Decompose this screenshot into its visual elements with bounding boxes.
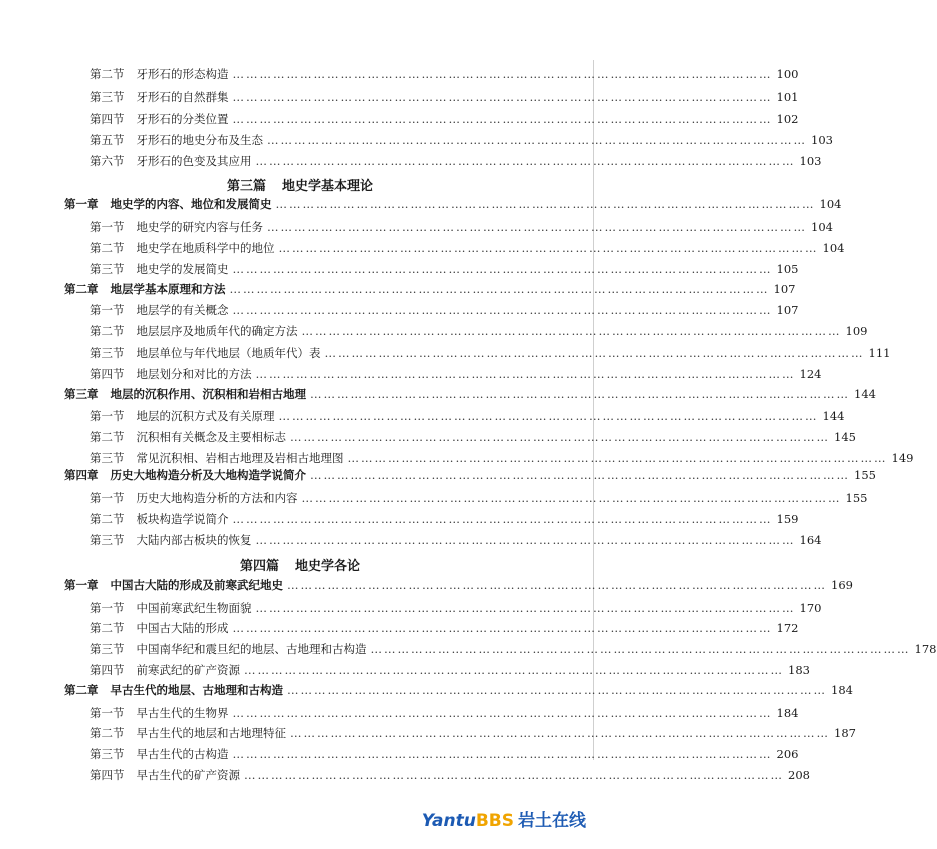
toc-entry-number: 第二节 [90,430,125,444]
toc-entry-title: 牙形石的自然群集 [136,90,229,104]
toc-page-number: 104 [822,241,845,255]
toc-entry-number: 第二节 [90,241,125,255]
toc-section-row[interactable] [90,261,799,277]
toc-page-number: 105 [776,262,799,276]
toc-chapter-row[interactable] [64,577,853,593]
toc-dot-leader: ………………………………………………………………………………………………………… [229,282,770,296]
toc-entry-number: 第四节 [90,663,125,677]
toc-page-number: 169 [831,578,853,592]
watermark-brand: Yantu [421,811,476,831]
toc-entry-title: 中国古大陆的形成及前寒武纪地史 [110,578,283,592]
watermark-brand-accent: BBS [475,811,514,831]
toc-section-row[interactable] [90,641,937,657]
toc-section-row[interactable] [90,511,799,527]
toc-section-row[interactable] [90,153,822,169]
toc-section-row[interactable] [90,620,799,636]
toc-entry-title: 地层层序及地质年代的确定方法 [136,324,298,338]
toc-page-number: 145 [834,430,856,444]
toc-dot-leader: ………………………………………………………………………………………………………… [232,67,773,81]
toc-entry-title: 地史学的内容、地位和发展简史 [110,197,272,211]
toc-page-number: 109 [845,324,868,338]
toc-entry-number: 第二节 [90,726,125,740]
toc-section-row[interactable] [90,366,822,382]
toc-entry-number: 第四节 [90,112,125,126]
toc-section-row[interactable] [90,219,833,235]
toc-dot-leader: ………………………………………………………………………………………………………… [232,303,773,317]
toc-chapter-row[interactable] [64,682,853,698]
toc-chapter-row[interactable] [64,196,842,212]
toc-entry-title: 地层学基本原理和方法 [110,282,226,296]
toc-entry-title: 牙形石的形态构造 [136,67,229,81]
toc-entry-title: 中国前寒武纪生物面貌 [136,601,252,615]
toc-entry-title: 地层的沉积方式及有关原理 [136,409,275,423]
toc-section-row[interactable] [90,767,810,783]
toc-entry-number: 第五节 [90,133,125,147]
toc-entry-number: 第二章 [64,282,99,296]
toc-section-row[interactable] [90,132,833,148]
toc-section-row[interactable] [90,408,845,424]
toc-entry-title: 地层单位与年代地层（地质年代）表 [136,346,321,360]
toc-page-number: 149 [891,451,914,465]
part-label: 第三篇 [226,179,266,194]
toc-entry-number: 第一节 [90,491,125,505]
toc-dot-leader: ………………………………………………………………………………………………………… [244,768,784,782]
toc-entry-title: 历史大地构造分析及大地构造学说简介 [110,468,306,482]
toc-dot-leader: ………………………………………………………………………………………………………… [244,663,784,677]
toc-section-row[interactable] [90,725,856,741]
toc-entry-title: 中国古大陆的形成 [136,621,229,635]
toc-entry-number: 第四节 [90,768,125,782]
part-label: 第四篇 [239,559,279,574]
toc-page-number: 155 [845,491,868,505]
toc-page-number: 104 [811,220,833,234]
toc-dot-leader: ………………………………………………………………………………………………………… [255,601,796,615]
toc-dot-leader: ………………………………………………………………………………………………………… [290,726,830,740]
toc-entry-title: 地史学的发展简史 [136,262,229,276]
toc-section-row[interactable] [90,705,799,721]
toc-dot-leader: ………………………………………………………………………………………………………… [232,90,773,104]
toc-entry-number: 第三节 [90,451,125,465]
toc-page-number: 101 [776,90,799,104]
toc-section-row[interactable] [90,746,799,762]
toc-dot-leader: ………………………………………………………………………………………………………… [232,512,773,526]
toc-page-number: 184 [831,683,853,697]
toc-dot-leader: ………………………………………………………………………………………………………… [370,642,911,656]
toc-dot-leader: ………………………………………………………………………………………………………… [255,367,796,381]
toc-section-row[interactable] [90,532,822,548]
toc-section-row[interactable] [90,490,868,506]
toc-entry-number: 第二章 [64,683,99,697]
toc-entry-number: 第三节 [90,90,125,104]
toc-page-number: 124 [799,367,822,381]
toc-entry-title: 早古生代的生物界 [136,706,229,720]
toc-page-number: 170 [799,601,822,615]
toc-dot-leader: ………………………………………………………………………………………………………… [347,451,888,465]
toc-entry-title: 早古生代的古构造 [136,747,229,761]
toc-page-number: 103 [811,133,833,147]
toc-dot-leader: ………………………………………………………………………………………………………… [310,387,850,401]
toc-dot-leader: ………………………………………………………………………………………………………… [301,324,842,338]
toc-entry-number: 第三章 [64,387,99,401]
toc-page-number: 206 [776,747,799,761]
toc-section-row[interactable] [90,240,845,256]
toc-dot-leader: ………………………………………………………………………………………………………… [278,409,819,423]
toc-entry-number: 第三节 [90,642,125,656]
toc-section-row[interactable] [90,66,799,82]
toc-section-row[interactable] [90,323,868,339]
toc-dot-leader: ………………………………………………………………………………………………………… [310,468,850,482]
toc-page-number: 172 [776,621,799,635]
toc-entry-number: 第六节 [90,154,125,168]
toc-entry-title: 历史大地构造分析的方法和内容 [136,491,298,505]
toc-entry-number: 第一节 [90,706,125,720]
toc-page-number: 107 [776,303,799,317]
toc-page-number: 100 [776,67,799,81]
toc-chapter-row[interactable] [64,281,796,297]
toc-dot-leader: ………………………………………………………………………………………………………… [301,491,842,505]
toc-chapter-row[interactable] [64,467,876,483]
toc-section-row[interactable] [90,302,799,318]
toc-page-number: 187 [834,726,856,740]
toc-section-row[interactable] [90,450,914,466]
toc-section-row[interactable] [90,662,810,678]
toc-dot-leader: ………………………………………………………………………………………………………… [278,241,819,255]
toc-entry-title: 沉积相有关概念及主要相标志 [136,430,286,444]
part-title: 地史学基本理论 [282,179,374,194]
toc-dot-leader: ………………………………………………………………………………………………………… [275,197,816,211]
watermark-logo [422,806,586,831]
toc-entry-number: 第二节 [90,324,125,338]
toc-entry-number: 第一节 [90,303,125,317]
toc-entry-title: 牙形石的地史分布及生态 [136,133,263,147]
toc-dot-leader: ………………………………………………………………………………………………………… [232,262,773,276]
toc-entry-title: 大陆内部古板块的恢复 [136,533,252,547]
toc-entry-number: 第一节 [90,601,125,615]
toc-entry-title: 地层划分和对比的方法 [136,367,252,381]
toc-entry-number: 第二节 [90,67,125,81]
toc-page-number: 164 [799,533,822,547]
toc-entry-title: 地史学在地质科学中的地位 [136,241,275,255]
toc-entry-number: 第二节 [90,621,125,635]
toc-entry-title: 地层学的有关概念 [136,303,229,317]
part-title: 地史学各论 [295,559,361,574]
toc-page-number: 183 [788,663,810,677]
toc-entry-number: 第一章 [64,578,99,592]
toc-entry-number: 第一章 [64,197,99,211]
toc-entry-title: 早古生代的地层和古地理特征 [136,726,286,740]
toc-dot-leader: ………………………………………………………………………………………………………… [232,112,773,126]
toc-dot-leader: ………………………………………………………………………………………………………… [267,133,807,147]
toc-dot-leader: ………………………………………………………………………………………………………… [290,430,830,444]
toc-entry-number: 第三节 [90,346,125,360]
toc-section-row[interactable] [90,429,856,445]
toc-dot-leader: ………………………………………………………………………………………………………… [287,578,827,592]
toc-page-number: 155 [854,468,876,482]
toc-entry-number: 第一节 [90,409,125,423]
toc-entry-title: 牙形石的分类位置 [136,112,229,126]
toc-entry-title: 牙形石的色变及其应用 [136,154,252,168]
toc-entry-title: 早古生代的地层、古地理和古构造 [110,683,283,697]
toc-entry-number: 第四章 [64,468,99,482]
toc-entry-title: 板块构造学说简介 [136,512,229,526]
toc-entry-title: 中国南华纪和震旦纪的地层、古地理和古构造 [136,642,367,656]
toc-section-row[interactable] [90,600,822,616]
part-heading [0,178,600,196]
toc-dot-leader: ………………………………………………………………………………………………………… [232,706,773,720]
toc-chapter-row[interactable] [64,386,876,402]
toc-page-number: 144 [854,387,876,401]
toc-page-number: 184 [776,706,799,720]
toc-section-row[interactable] [90,345,891,361]
toc-section-row[interactable] [90,111,799,127]
toc-page-number: 102 [776,112,799,126]
toc-dot-leader: ………………………………………………………………………………………………………… [232,747,773,761]
toc-entry-title: 地层的沉积作用、沉积相和岩相古地理 [110,387,306,401]
toc-entry-number: 第三节 [90,533,125,547]
toc-page-number: 159 [776,512,799,526]
toc-entry-title: 地史学的研究内容与任务 [136,220,263,234]
toc-dot-leader: ………………………………………………………………………………………………………… [324,346,865,360]
part-heading [0,558,600,576]
toc-dot-leader: ………………………………………………………………………………………………………… [287,683,827,697]
toc-dot-leader: ………………………………………………………………………………………………………… [255,154,796,168]
toc-dot-leader: ………………………………………………………………………………………………………… [267,220,807,234]
toc-entry-title: 早古生代的矿产资源 [136,768,240,782]
toc-page-number: 107 [773,282,796,296]
toc-page-number: 103 [799,154,822,168]
toc-entry-number: 第三节 [90,262,125,276]
toc-entry-number: 第二节 [90,512,125,526]
toc-page-number: 104 [819,197,842,211]
toc-entry-title: 常见沉积相、岩相古地理及岩相古地理图 [136,451,344,465]
toc-entry-title: 前寒武纪的矿产资源 [136,663,240,677]
toc-entry-number: 第三节 [90,747,125,761]
toc-dot-leader: ………………………………………………………………………………………………………… [232,621,773,635]
toc-entry-number: 第一节 [90,220,125,234]
toc-page-number: 208 [788,768,810,782]
toc-entry-number: 第四节 [90,367,125,381]
toc-page-number: 111 [868,346,891,360]
toc-page-number: 178 [914,642,937,656]
watermark-site: 岩土在线 [518,811,586,831]
toc-dot-leader: ………………………………………………………………………………………………………… [255,533,796,547]
toc-page-number: 144 [822,409,845,423]
toc-section-row[interactable] [90,89,799,105]
